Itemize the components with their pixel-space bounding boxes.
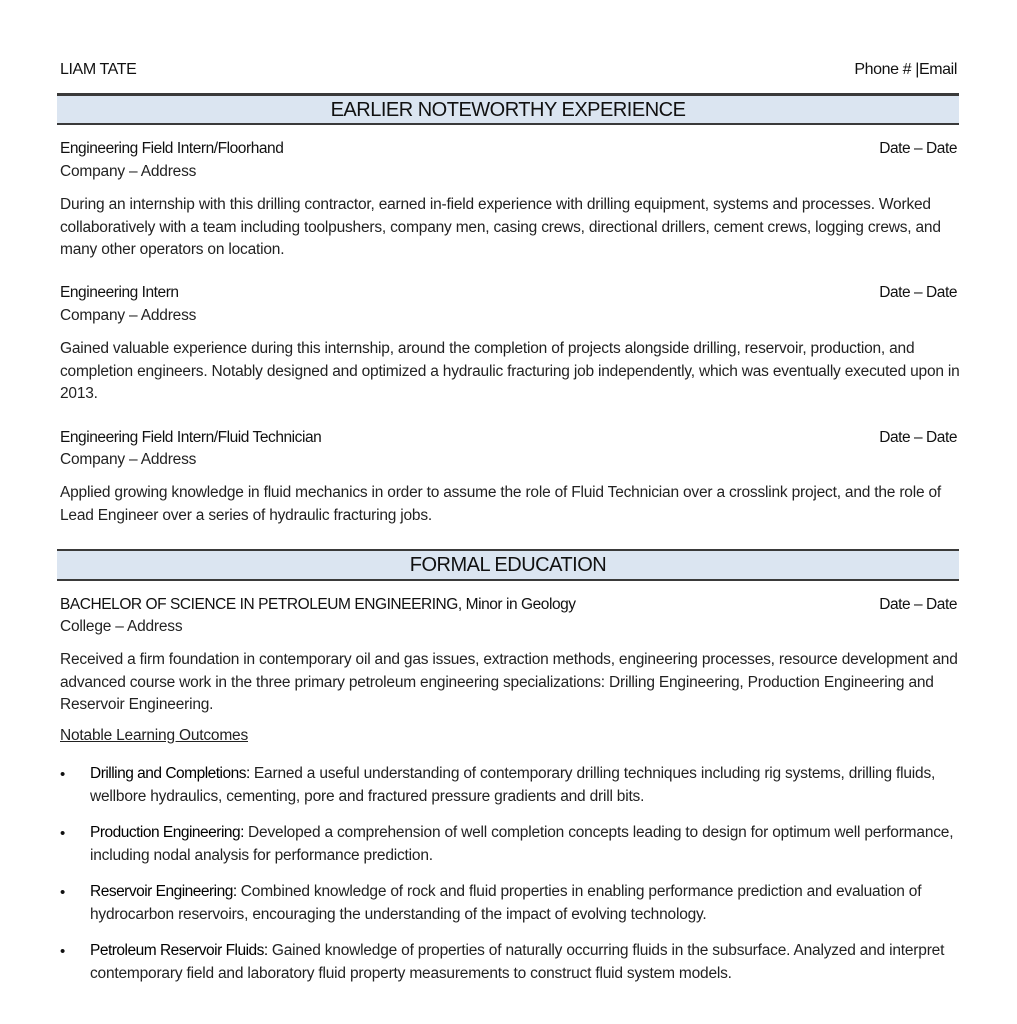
outcome-label: Petroleum Reservoir Fluids:	[90, 942, 268, 959]
outcome-detail: Gained knowledge of properties of naturally occurring fluids in the subsurface. Analyzed and interpret contemporary field and laboratory fluid property measurements to construct fluid system models.	[90, 942, 945, 982]
bullet-icon: •	[60, 825, 66, 842]
candidate-name: LIAM TATE	[60, 61, 137, 78]
job-dates: Date – Date	[879, 429, 957, 446]
contact-info: Phone # |Email	[854, 61, 957, 78]
education-dates: Date – Date	[879, 596, 957, 613]
degree-title: BACHELOR OF SCIENCE IN PETROLEUM ENGINEERING, Minor in Geology	[60, 596, 576, 613]
experience-entry-header	[60, 284, 957, 306]
experience-entry-header	[60, 429, 957, 451]
outcome-detail: Developed a comprehension of well completion concepts leading to design for optimum well performance, including nodal analysis for performance prediction.	[90, 824, 954, 864]
section-banner-experience: EARLIER NOTEWORTHY EXPERIENCE	[57, 93, 959, 125]
outcome-item	[60, 763, 965, 809]
education-description: Received a firm foundation in contemporary oil and gas issues, extraction methods, engineering processes, resource development and advanced course work in the three primary petroleum engineering specializations: Drilling Engineering, Production Engineering and Reservoir Engineering.	[60, 651, 958, 713]
job-dates: Date – Date	[879, 284, 957, 301]
outcome-detail: Combined knowledge of rock and fluid properties in enabling performance prediction and evaluation of hydrocarbon reservoirs, encouraging the understanding of the impact of evolving technology.	[90, 883, 922, 923]
outcome-detail: Earned a useful understanding of contemporary drilling techniques including rig systems, drilling fluids, wellbore hydraulics, cementing, pore and fractured pressure gradients and drill bits.	[90, 765, 936, 805]
bullet-icon: •	[60, 884, 66, 901]
outcome-label: Drilling and Completions:	[90, 765, 250, 782]
job-dates: Date – Date	[879, 140, 957, 157]
job-title: Engineering Field Intern/Floorhand	[60, 140, 284, 157]
job-description: Applied growing knowledge in fluid mechanics in order to assume the role of Fluid Technician over a crosslink project, and the role of Lead Engineer over a series of hydraulic fracturing jobs.	[60, 484, 942, 524]
section-banner-education: FORMAL EDUCATION	[57, 549, 959, 581]
company-address: Company – Address	[60, 451, 197, 468]
outcome-text	[90, 881, 960, 926]
job-title: Engineering Intern	[60, 284, 179, 301]
education-entry-header	[60, 596, 957, 618]
outcomes-heading: Notable Learning Outcomes	[60, 727, 249, 744]
outcome-text	[90, 940, 960, 985]
outcome-label: Production Engineering:	[90, 824, 244, 841]
header-line	[60, 61, 957, 83]
outcome-item	[60, 940, 965, 986]
outcome-item	[60, 881, 965, 927]
bullet-icon: •	[60, 943, 66, 960]
experience-entry-header	[60, 140, 957, 162]
job-description: Gained valuable experience during this internship, around the completion of projects alongside drilling, reservoir, production, and completion engineers. Notably designed and optimized a hydraulic fracturing job independently, which was eventually executed upon in 2013.	[60, 340, 960, 402]
company-address: Company – Address	[60, 163, 197, 180]
job-title: Engineering Field Intern/Fluid Technician	[60, 429, 322, 446]
company-address: Company – Address	[60, 307, 197, 324]
outcome-text	[90, 763, 960, 808]
bullet-icon: •	[60, 766, 66, 783]
outcome-label: Reservoir Engineering:	[90, 883, 237, 900]
outcome-item	[60, 822, 965, 868]
outcome-text	[90, 822, 960, 867]
college-address: College – Address	[60, 618, 183, 635]
job-description: During an internship with this drilling contractor, earned in-field experience with drilling equipment, systems and processes. Worked collaboratively with a team including toolpushers, company men, casing crews, directional drillers, cement crews, logging crews, and many other operators on location.	[60, 196, 941, 258]
